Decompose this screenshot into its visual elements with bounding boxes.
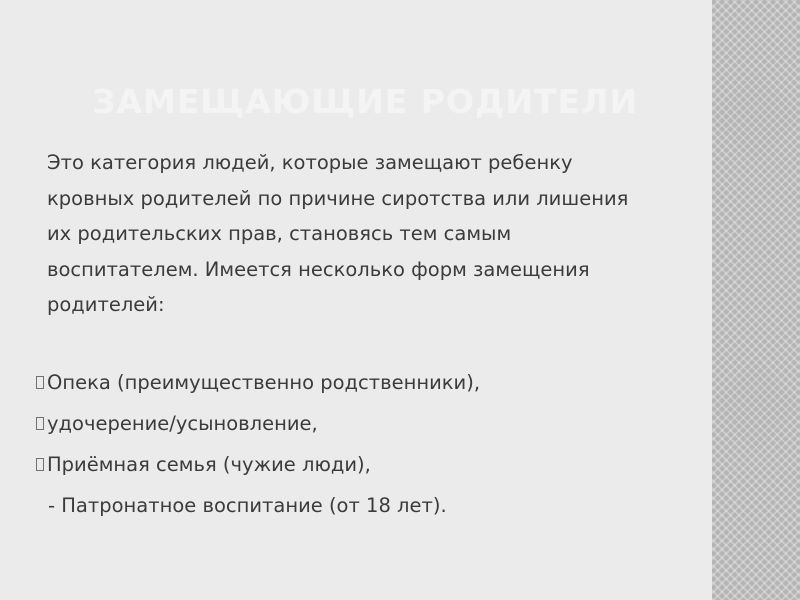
list-item: [0, 485, 480, 526]
side-pattern-band: [712, 0, 800, 600]
forms-list: [0, 362, 480, 526]
bullet-icon: [36, 376, 44, 389]
bullet-icon: [36, 417, 44, 430]
list-item-text: Приёмная семья (чужие люди),: [47, 453, 371, 476]
list-item-text: Опека (преимущественно родственники),: [47, 371, 481, 394]
list-item-text: удочерение/усыновление,: [47, 412, 318, 435]
intro-paragraph: Это категория людей, которые замещают ребенку кровных родителей по причине сиротства или лишения их родительских прав, становясь тем самым воспитателем. Имеется несколько форм замещения родителей:: [47, 151, 629, 316]
list-item: [0, 403, 480, 444]
list-item: [0, 444, 480, 485]
slide-title: ЗАМЕЩАЮЩИЕ РОДИТЕЛИ: [92, 82, 639, 121]
bullet-icon: [36, 458, 44, 471]
list-item: [0, 362, 480, 403]
list-item-text: - Патронатное воспитание (от 18 лет).: [48, 494, 447, 517]
